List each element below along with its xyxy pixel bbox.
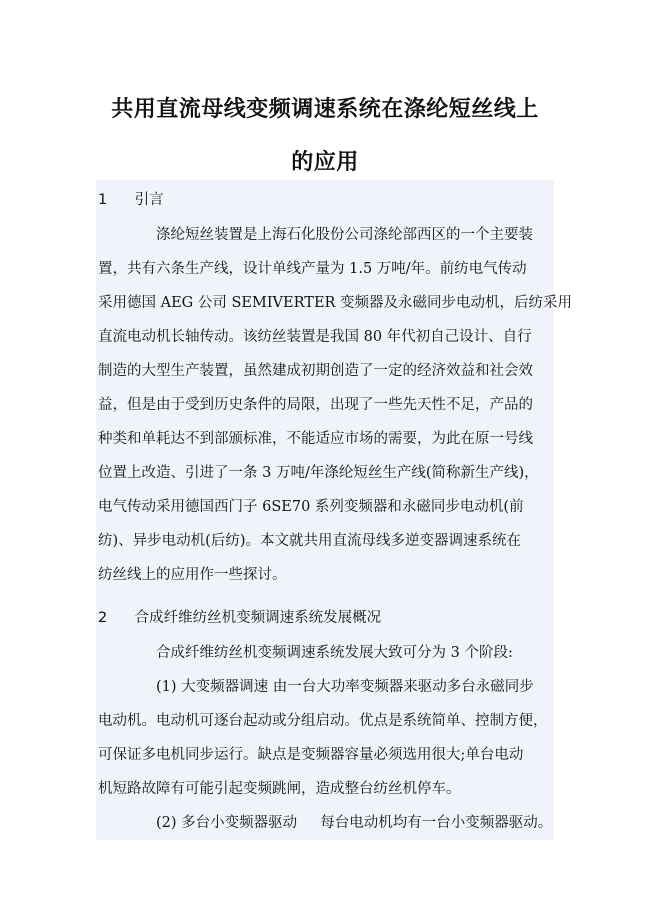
paragraph-line: 制造的大型生产装置，虽然建成初期创造了一定的经济效益和社会效 [98,363,533,379]
section-2-title: 合成纤维纺丝机变频调速系统发展概况 [134,610,382,626]
section-1-title: 引言 [134,192,164,208]
paragraph-line: 纺)、异步电动机(后纺)。本文就共用直流母线多逆变器调速系统在 [98,533,521,549]
paragraph-line: 种类和单耗达不到部颁标准，不能适应市场的需要，为此在原一号线 [98,431,533,447]
document-title-line-2: 的应用 [291,150,359,175]
document-title-line-1: 共用直流母线变频调速系统在涤纶短丝线上 [111,97,539,122]
paragraph-line: (1) 大变频器调速 由一台大功率变频器来驱动多台永磁同步 [156,679,534,695]
paragraph-line: 机短路故障有可能引起变频跳闸，造成整台纺丝机停车。 [98,781,461,797]
section-2-number: 2 [98,610,108,626]
paragraph-line: 电动机。电动机可逐台起动或分组启动。优点是系统简单、控制方便， [98,713,548,729]
paragraph-line: (2) 多台小变频器驱动 每台电动机均有一台小变频器驱动。 [156,815,553,831]
paragraph-line: 位置上改造、引进了一条 3 万吨/年涤纶短丝生产线(简称新生产线)， [98,465,539,481]
paragraph-line: 可保证多电机同步运行。缺点是变频器容量必须选用很大;单台电动 [98,747,524,763]
paragraph-line: 合成纤维纺丝机变频调速系统发展大致可分为 3 个阶段: [156,645,513,661]
paragraph-line: 电气传动采用德国西门子 6SE70 系列变频器和永磁同步电动机(前 [98,499,524,515]
section-2-heading [98,608,568,628]
paragraph-line: 置，共有六条生产线，设计单线产量为 1.5 万吨/年。前纺电气传动 [98,261,527,277]
paragraph-line: 涤纶短丝装置是上海石化股份公司涤纶部西区的一个主要装 [156,227,533,243]
paragraph-line: 纺丝线上的应用作一些探讨。 [98,567,287,583]
paragraph-line: 益，但是由于受到历史条件的局限，出现了一些先天性不足，产品的 [98,397,533,413]
paragraph-line: 直流电动机长轴传动。该纺丝装置是我国 80 年代初自己设计、自行 [98,329,532,345]
section-1-number: 1 [98,192,108,208]
paragraph-line: 采用德国 AEG 公司 SEMIVERTER 变频器及永磁同步电动机，后纺采用 [98,295,573,311]
section-1-heading [98,190,568,210]
